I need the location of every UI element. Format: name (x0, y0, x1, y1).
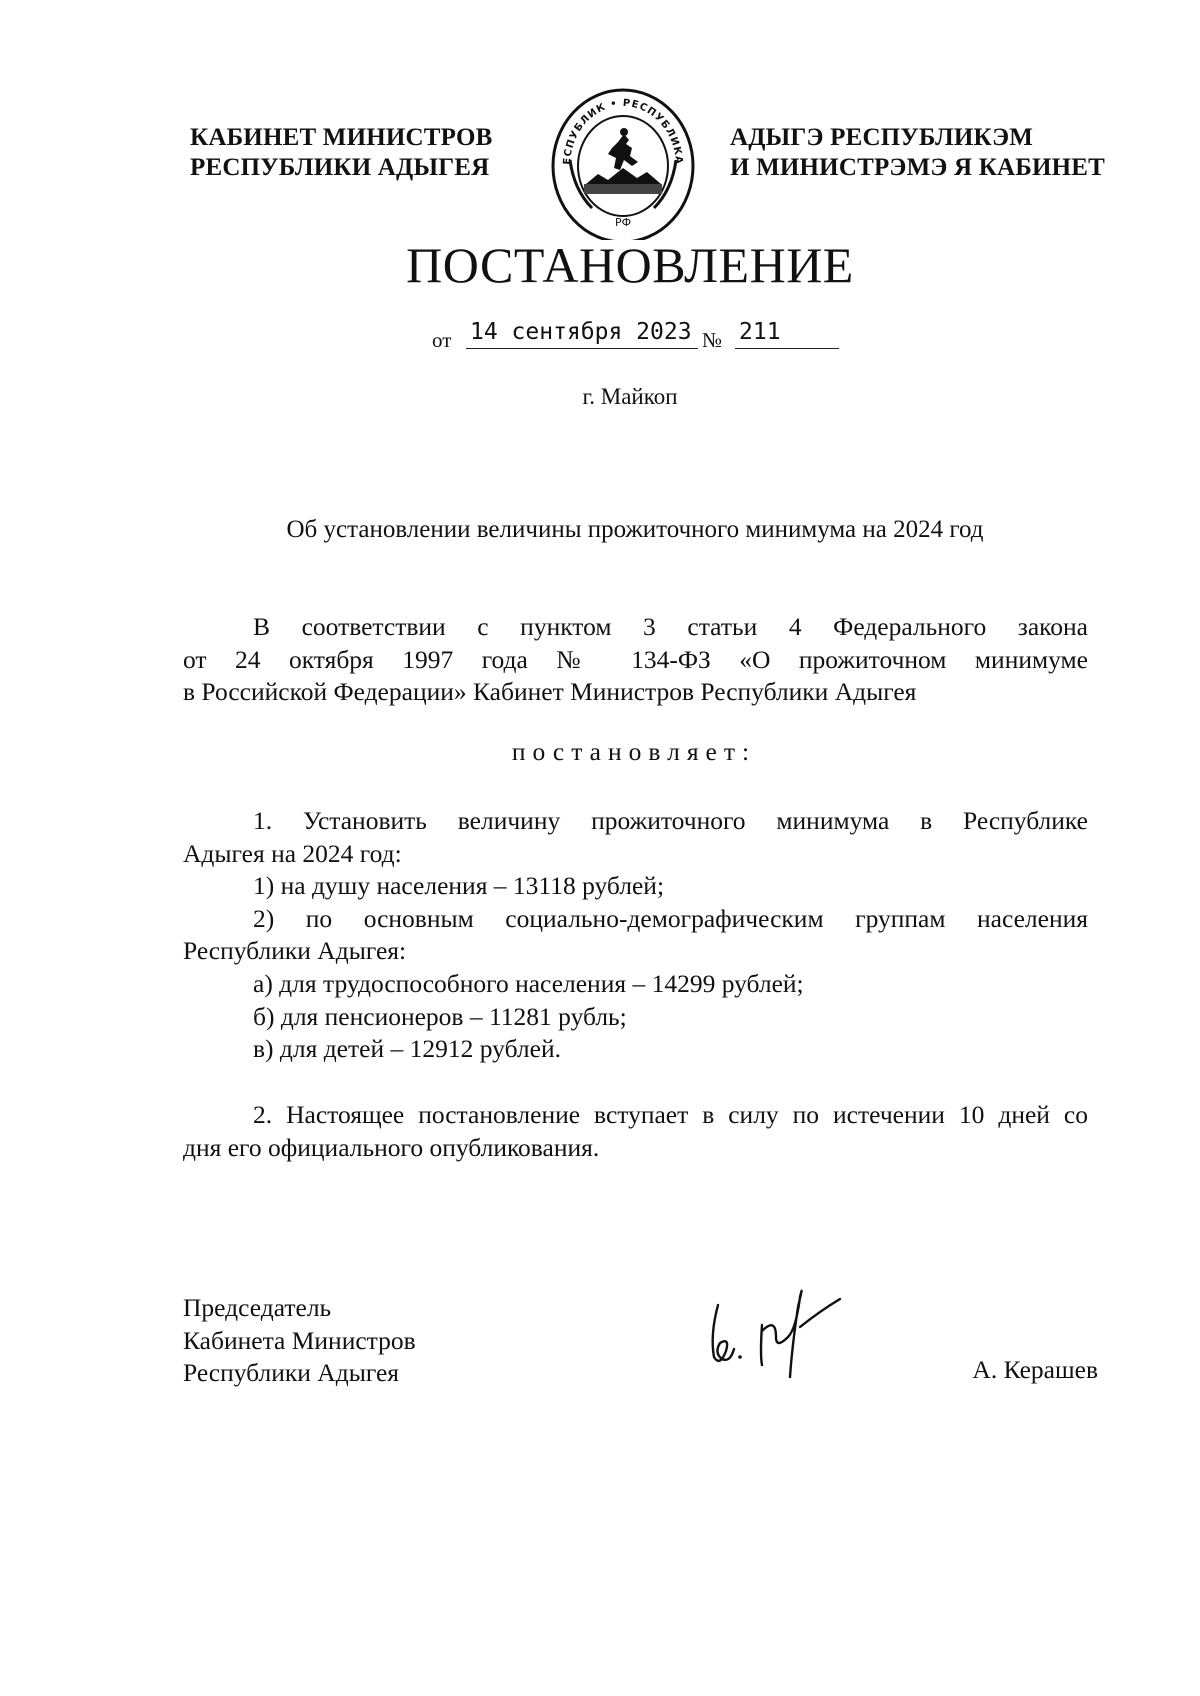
header-left (190, 123, 510, 183)
signatory-name: А. Керашев (972, 1355, 1098, 1384)
item-1-line: Адыгея на 2024 год: (183, 838, 402, 868)
city: г. Майкоп (582, 384, 678, 409)
item-1-sub-a: а) для трудоспособного населения – 14299 рублей; (253, 968, 804, 998)
preamble (183, 611, 1088, 709)
header-left-line2: РЕСПУБЛИКИ АДЫГЕЯ (190, 154, 490, 181)
date-from-label: от (432, 328, 452, 352)
emblem-icon (548, 80, 698, 240)
header-left-line1: КАБИНЕТ МИНИСТРОВ (190, 124, 493, 151)
item-1-sub-2-cont: Республики Адыгея: (183, 936, 407, 966)
document-type-title: ПОСТАНОВЛЕНИЕ (406, 237, 854, 293)
item-2-line: дня его официального опубликования. (183, 1132, 600, 1162)
item-1-sub-c: в) для детей – 12912 рублей. (253, 1034, 561, 1064)
dateline (432, 316, 852, 356)
preamble-line: от 24 октября 1997 года № 134-ФЗ «О прожиточном минимуме (183, 644, 1088, 674)
item-2 (183, 1099, 1088, 1164)
document-number: 211 (735, 316, 839, 349)
signatory-title-line: Кабинета Министров (183, 1325, 416, 1355)
emblem-ring-text: ЕСПУБЛИК • РЕСПУБЛИКА (561, 97, 685, 166)
header-right (730, 123, 1150, 183)
header-right-line1: АДЫГЭ РЕСПУБЛИКЭМ (730, 124, 1034, 151)
item-1-sub-b: б) для пенсионеров – 11281 рубль; (253, 1001, 627, 1031)
item-1-sub-1: 1) на душу населения – 13118 рублей; (253, 871, 665, 901)
signature-icon (700, 1265, 900, 1395)
number-label: № (702, 328, 723, 352)
preamble-line: В соответствии с пунктом 3 статьи 4 Федерального закона (253, 612, 1088, 641)
document-date: 14 сентября 2023 (466, 316, 698, 349)
item-1 (183, 805, 1088, 1066)
document-subject: Об установлении величины прожиточного минимума на 2024 год (286, 516, 984, 543)
handwritten-signature (700, 1265, 900, 1395)
signatory-title (183, 1292, 513, 1390)
resolves-word: постановляет: (511, 737, 757, 766)
signatory-title-line: Республики Адыгея (183, 1358, 399, 1388)
header-right-line2: И МИНИСТРЭМЭ Я КАБИНЕТ (730, 154, 1106, 181)
item-1-sub-2: 2) по основным социально-демографическим группам населения (253, 903, 1088, 933)
coat-of-arms-emblem (548, 80, 698, 240)
item-2-line: 2. Настоящее постановление вступает в силу по истечении 10 дней со (253, 1100, 1088, 1129)
preamble-line: в Российской Федерации» Кабинет Министров Республики Адыгея (183, 677, 917, 707)
emblem-bottom-text: РФ (614, 216, 632, 229)
item-1-line: 1. Установить величину прожиточного минимума в Республике (253, 806, 1088, 835)
signatory-title-line: Председатель (183, 1293, 332, 1322)
